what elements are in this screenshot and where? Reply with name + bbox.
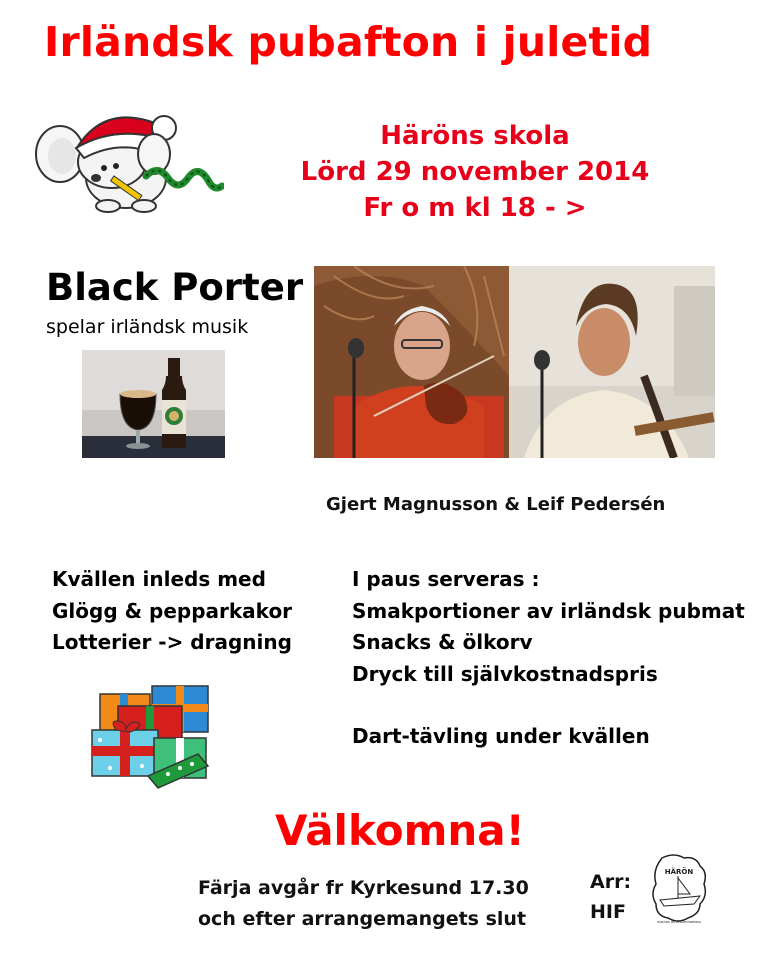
evening-line: Glögg & pepparkakor (52, 598, 293, 623)
island-logo-icon (648, 852, 710, 928)
event-info (290, 118, 660, 226)
band-name: Black Porter (46, 266, 304, 309)
break-line: Snacks & ölkorv (352, 630, 533, 654)
event-date: Lörd 29 november 2014 (300, 157, 650, 187)
musicians-photo (314, 266, 715, 458)
break-line: Dryck till självkostnadspris (352, 661, 658, 686)
event-venue: Häröns skola (380, 121, 570, 151)
event-time: Fr o m kl 18 - > (363, 193, 587, 223)
organizer (590, 867, 631, 927)
break-list (352, 564, 745, 753)
beer-photo (82, 350, 225, 458)
organizer-label: Arr: (590, 871, 632, 893)
ferry-info (198, 873, 529, 935)
break-line: Smakportioner av irländsk pubmat (352, 598, 745, 623)
gifts-icon (88, 680, 218, 790)
evening-list (52, 564, 292, 659)
logo-caption: HÄRÖNS INTRESSEFÖRENING (656, 920, 702, 924)
welcome-heading: Välkomna! (275, 806, 525, 855)
band-subtitle: spelar irländsk musik (46, 316, 249, 338)
evening-line: Kvällen inleds med (52, 567, 266, 591)
logo-title: HÄRÖN (664, 868, 694, 876)
ferry-line-2: och efter arrangemangets slut (198, 908, 527, 930)
evening-line: Lotterier -> dragning (52, 630, 292, 654)
band-members: Gjert Magnusson & Leif Pedersén (326, 494, 666, 515)
dart-competition: Dart-tävling under kvällen (352, 724, 650, 748)
ferry-line-1: Färja avgår fr Kyrkesund 17.30 (198, 877, 529, 899)
page-title: Irländsk pubafton i juletid (44, 18, 653, 66)
organizer-name: HIF (590, 901, 626, 923)
break-line: I paus serveras : (352, 567, 540, 591)
santa-mouse-icon (34, 106, 224, 218)
